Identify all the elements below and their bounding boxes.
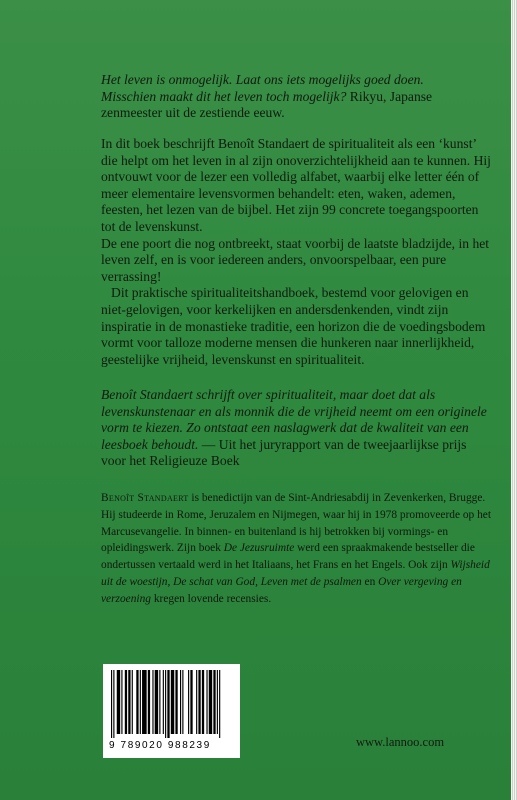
barcode-bar bbox=[167, 670, 169, 738]
bio-text-2: werd een spraakmakende bestseller die ondertussen vertaald werd in het Italiaans, het Frans en het Engels. Ook zijn bbox=[101, 542, 475, 572]
bio-text-3: en bbox=[361, 575, 379, 588]
bio-book-3: Over vergeving en verzoening bbox=[101, 575, 462, 605]
barcode-bar bbox=[188, 670, 189, 734]
barcode-bar bbox=[209, 670, 212, 734]
barcode-bar bbox=[163, 670, 164, 734]
opening-quote bbox=[101, 72, 493, 122]
review-source: — Uit het juryrapport van de tweejaarlijkse prijs voor het Religieuze Boek bbox=[101, 436, 467, 469]
barcode-bar bbox=[190, 670, 192, 734]
barcode-bar bbox=[198, 670, 200, 734]
page-edges bbox=[511, 0, 517, 800]
description-paragraph-1: In dit boek beschrijft Benoît Standaert de spiritualiteit als een ‘kunst’ die helpt om het leven in al zijn onoverzichtelijkheid aan te kunnen. Hij ontvouwt voor de lezer een volledig alfabet, waarbij elke letter één of meer elementaire levensvormen behandelt: eten, waken, ademen, feesten, het lezen van de bijbel. Het zijn 99 concrete toegangspoorten tot de levenskunst. bbox=[101, 136, 491, 234]
barcode-bar bbox=[180, 670, 181, 734]
barcode-bar bbox=[125, 670, 127, 734]
description-paragraph-3: Dit praktische spiritualiteitshandboek, bestemd voor gelovigen en niet-gelovigen, voor kerkelijken en andersdenkenden, vindt zijn inspiratie in de monastieke traditie, een horizon die de voedingsbodem vormt voor talloze moderne mensen die hunkeren naar innerlijkheid, geestelijke vrijheid, levenskunst en spiritualiteit. bbox=[101, 285, 486, 367]
barcode-bar bbox=[219, 670, 220, 738]
bio-book-2: Wijsheid uit de woestijn, De schat van God, Leven met de psalmen bbox=[101, 559, 490, 588]
barcode-bar bbox=[117, 670, 120, 734]
barcode-bar bbox=[142, 670, 147, 734]
barcode-bar bbox=[206, 670, 207, 734]
barcode-bar bbox=[213, 670, 215, 734]
barcode-bar bbox=[202, 670, 204, 734]
quote-line-1: Het leven is onmogelijk. Laat ons iets mogelijks goed doen. bbox=[101, 72, 424, 87]
barcode-bar bbox=[136, 670, 138, 734]
publisher-website: www.lannoo.com bbox=[356, 735, 445, 749]
barcode-bar bbox=[140, 670, 141, 734]
barcode-bar bbox=[121, 670, 122, 734]
book-description bbox=[101, 136, 493, 368]
isbn-number: 9 789020 988239 bbox=[109, 740, 211, 751]
bio-text-4: kregen lovende recensies. bbox=[150, 592, 272, 605]
barcode-bar bbox=[159, 670, 160, 734]
barcode-bar bbox=[113, 670, 114, 738]
review-quote: Benoît Standaert schrijft over spiritualiteit, maar doet dat als levenskunstenaar en als monnik die de vrijheid neemt om een originele vorm te kiezen. Zo ontstaat een naslagwerk dat de kwaliteit van een leesboek behoudt. bbox=[101, 387, 487, 452]
barcode-bar bbox=[152, 670, 153, 734]
barcode-bar bbox=[182, 670, 183, 734]
barcode-bar bbox=[171, 670, 174, 734]
quote-line-2: Misschien maakt dit het leven toch mogelijk? bbox=[101, 88, 347, 104]
barcode-bars bbox=[109, 670, 234, 738]
description-paragraph-2: De ene poort die nog ontbreekt, staat voorbij de laatste bladzijde, in het leven zelf, en is voor iedereen anders, onvoorspelbaar, een pure verrassing! bbox=[101, 235, 490, 284]
barcode-bar bbox=[148, 670, 150, 734]
barcode-bar bbox=[196, 670, 197, 734]
barcode-bar bbox=[155, 670, 158, 734]
barcode-bar bbox=[111, 670, 112, 738]
bio-book-1: De Jezusruimte bbox=[223, 542, 295, 555]
barcode-bar bbox=[165, 670, 166, 738]
barcode-bar bbox=[128, 670, 130, 734]
jury-review bbox=[101, 387, 493, 470]
barcode-bar bbox=[217, 670, 218, 734]
barcode-bar bbox=[132, 670, 133, 734]
quote-attribution: Rikyu, Japanse zenmeester uit de zestiende eeuw. bbox=[101, 88, 433, 121]
bio-text-1: is benedictijn van de Sint-Andriesabdij in Zevenkerken, Brugge. Hij studeerde in Rome, Jeruzalem en Nijmegen, waar hij in 1978 promoveerde op het Marcusevangelie. In binnen- en buitenland is hij betrokken bij vormings- en opleidingswerk. Zijn boek bbox=[101, 492, 492, 555]
author-bio bbox=[101, 490, 493, 608]
author-name: Benoît Standaert bbox=[101, 492, 189, 504]
isbn-barcode bbox=[103, 664, 240, 758]
barcode-bar bbox=[175, 670, 177, 734]
